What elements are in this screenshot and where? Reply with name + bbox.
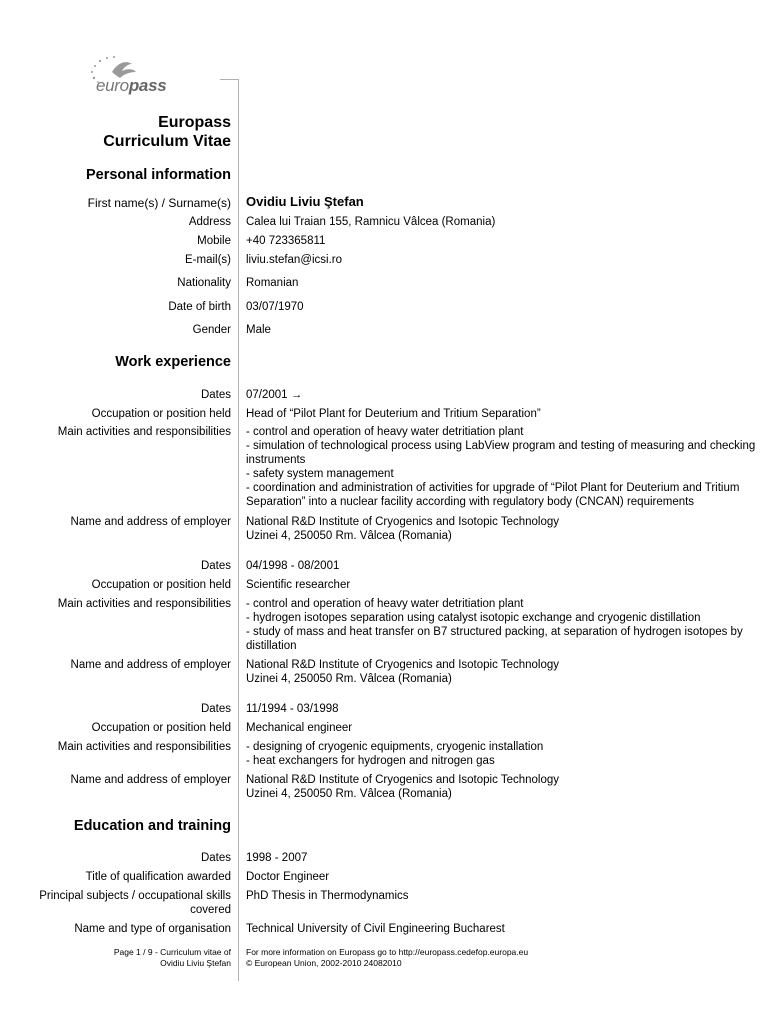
- activity-line: - safety system management: [246, 468, 394, 480]
- job3-dates-label: Dates: [200, 703, 231, 715]
- job1-employer-label: Name and address of employer: [70, 516, 231, 528]
- organisation-label: Name and type of organisation: [74, 923, 231, 935]
- activity-line: - control and operation of heavy water detritiation plant: [246, 426, 524, 438]
- job2-activities: [246, 597, 743, 653]
- job1-dates: 07/2001 →: [246, 389, 303, 401]
- employer-address: Uzinei 4, 250050 Rm. Vâlcea (Romania): [246, 673, 452, 685]
- job3-activities: [246, 740, 543, 768]
- activity-line: - coordination and administration of activities for upgrade of “Pilot Plant for Deuterium and Tritium: [246, 482, 740, 494]
- footer-page-info: Page 1 / 9 - Curriculum vitae of Ovidiu Liviu Ştefan: [113, 947, 231, 968]
- organisation-value: Technical University of Civil Engineering Bucharest: [246, 923, 505, 935]
- activity-line: - control and operation of heavy water detritiation plant: [246, 598, 524, 610]
- activity-line: - designing of cryogenic equipments, cryogenic installation: [246, 741, 544, 753]
- job2-occupation-label: Occupation or position held: [91, 579, 231, 591]
- activity-line: distillation: [246, 640, 297, 652]
- footer-copyright: © European Union, 2002-2010 24082010: [246, 958, 402, 968]
- job2-position: Scientific researcher: [246, 579, 351, 591]
- qualification-value: Doctor Engineer: [246, 871, 330, 883]
- job2-employer-label: Name and address of employer: [70, 659, 231, 671]
- nationality-value: Romanian: [246, 277, 299, 289]
- job1-activities: [246, 425, 755, 509]
- gender-label: Gender: [192, 324, 231, 336]
- job2-dates-label: Dates: [200, 560, 231, 572]
- mobile-value: +40 723365811: [246, 235, 326, 247]
- job1-dates-label: Dates: [200, 389, 231, 401]
- edu-dates-label: Dates: [200, 852, 231, 864]
- job3-dates: 11/1994 - 03/1998: [246, 703, 339, 715]
- job3-employer: [246, 773, 559, 801]
- mobile-label: Mobile: [197, 235, 231, 247]
- activity-line: instruments: [246, 454, 306, 466]
- activity-line: - study of mass and heat transfer on B7 structured packing, at separation of hydrogen isotopes by: [246, 626, 743, 638]
- nationality-label: Nationality: [177, 277, 231, 289]
- job3-position: Mechanical engineer: [246, 722, 353, 734]
- logo-wordmark: europass: [96, 76, 167, 95]
- job1-position: Head of “Pilot Plant for Deuterium and Tritium Separation”: [246, 408, 541, 420]
- qualification-label: Title of qualification awarded: [85, 871, 231, 883]
- job1-occupation-label: Occupation or position held: [91, 408, 231, 420]
- job3-occupation-label: Occupation or position held: [91, 722, 231, 734]
- email-label: E-mail(s): [185, 254, 231, 266]
- gender-value: Male: [246, 324, 271, 336]
- name-label: First name(s) / Surname(s): [87, 196, 231, 210]
- activity-line: - heat exchangers for hydrogen and nitrogen gas: [246, 755, 495, 767]
- section-work-experience: Work experience: [115, 354, 231, 370]
- edu-dates: 1998 - 2007: [246, 852, 308, 864]
- dob-value: 03/07/1970: [246, 301, 304, 313]
- footer-europass-info: [246, 947, 528, 969]
- employer-name: National R&D Institute of Cryogenics and Isotopic Technology: [246, 774, 560, 786]
- address-value: Calea lui Traian 155, Ramnicu Vâlcea (Romania): [246, 216, 496, 228]
- dob-label: Date of birth: [168, 301, 231, 313]
- full-name: Ovidiu Liviu Ştefan: [246, 194, 364, 209]
- cv-title: Europass Curriculum Vitae: [103, 114, 231, 150]
- footer-link[interactable]: For more information on Europass go to http://europass.cedefop.europa.eu: [246, 947, 529, 957]
- job3-activities-label: Main activities and responsibilities: [57, 741, 231, 753]
- europass-logo: [84, 52, 184, 102]
- job1-activities-label: Main activities and responsibilities: [57, 426, 231, 438]
- activity-line: Separation” into a nuclear facility according with regulatory body (CNCAN) requirements: [246, 496, 695, 508]
- subjects-label: Principal subjects / occupational skills covered: [39, 890, 231, 916]
- email-value[interactable]: liviu.stefan@icsi.ro: [246, 254, 343, 266]
- employer-address: Uzinei 4, 250050 Rm. Vâlcea (Romania): [246, 530, 452, 542]
- activity-line: - simulation of technological process using LabView program and testing of measuring and checking: [246, 440, 756, 452]
- employer-address: Uzinei 4, 250050 Rm. Vâlcea (Romania): [246, 788, 452, 800]
- column-divider: [238, 79, 239, 981]
- job3-employer-label: Name and address of employer: [70, 774, 231, 786]
- divider-top: [220, 79, 238, 80]
- section-education-training: Education and training: [73, 818, 231, 834]
- job2-dates: 04/1998 - 08/2001: [246, 560, 340, 572]
- employer-name: National R&D Institute of Cryogenics and Isotopic Technology: [246, 516, 560, 528]
- section-personal-information: Personal information: [85, 167, 231, 183]
- job2-activities-label: Main activities and responsibilities: [57, 598, 231, 610]
- job1-employer: [246, 515, 559, 543]
- activity-line: - hydrogen isotopes separation using catalyst isotopic exchange and cryogenic distillation: [246, 612, 701, 624]
- address-label: Address: [188, 216, 231, 228]
- employer-name: National R&D Institute of Cryogenics and Isotopic Technology: [246, 659, 560, 671]
- subjects-value: PhD Thesis in Thermodynamics: [246, 890, 409, 902]
- job2-employer: [246, 658, 559, 686]
